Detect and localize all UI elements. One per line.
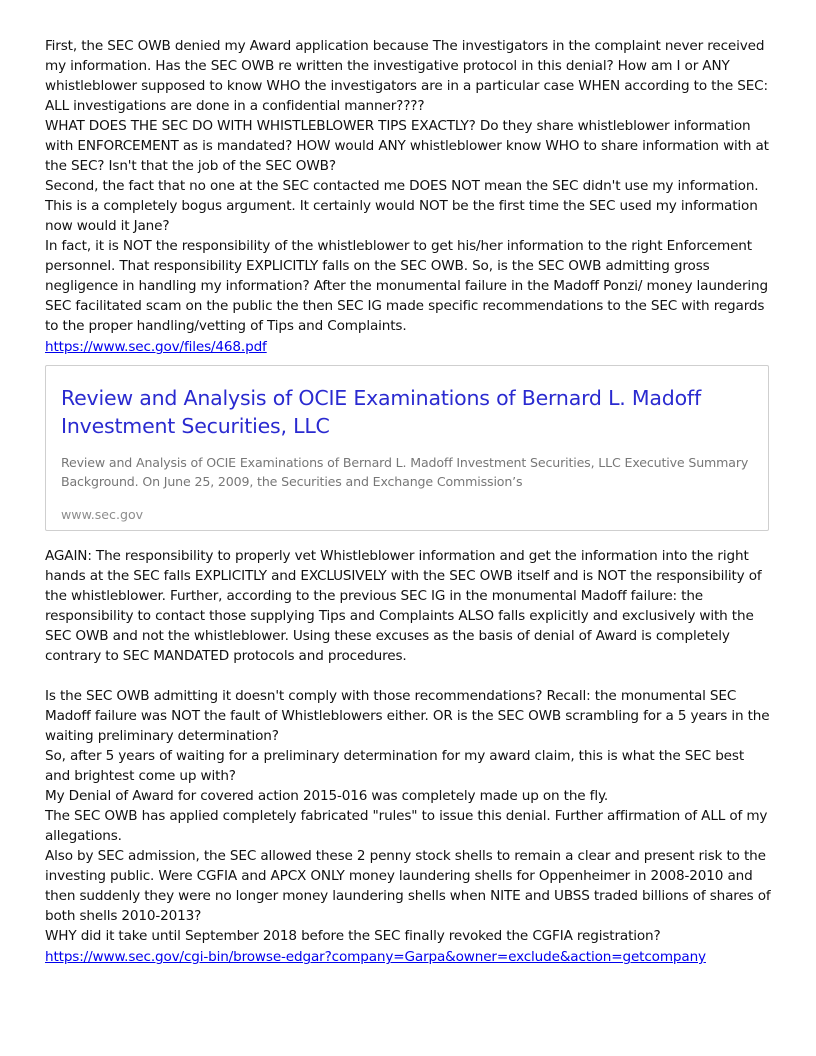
paragraph-denial-reason: First, the SEC OWB denied my Award application because The investigators in the complaint never received my information. Has the SEC OWB re written the investigative protocol in this denial? How am I or ANY whistleblower supposed to know WHO the investigators are in a particular case WHEN according to the SEC: ALL investigations are done in a confidential manner???? [45,38,768,114]
paragraph-whistleblower-tips: WHAT DOES THE SEC DO WITH WHISTLEBLOWER TIPS EXACTLY? Do they share whistleblower information with ENFORCEMENT as is mandated? HOW would ANY whistleblower know WHO to share information with at the SEC? Isn't that the job of the SEC OWB? [45,118,769,174]
link-preview-description: Review and Analysis of OCIE Examinations of Bernard L. Madoff Investment Securities, LLC Executive Summary Background. On June 25, 2009, the Securities and Exchange Commission’s [61,455,749,489]
edgar-search-link[interactable]: https://www.sec.gov/cgi-bin/browse-edgar?company=Garpa&owner=exclude&action=getcompany [45,949,706,965]
paragraph-revocation: WHY did it take until September 2018 before the SEC finally revoked the CGFIA registration? [45,928,661,944]
paragraph-responsibility: In fact, it is NOT the responsibility of the whistleblower to get his/her information to the right Enforcement personnel. That responsibility EXPLICITLY falls on the SEC OWB. So, is the SEC OWB admitting gross negligence in handling my information? After the monumental failure in the Madoff Ponzi/ money laundering SEC facilitated scam on the public the then SEC IG made specific recommendations to the SEC with regards to the proper handling/vetting of Tips and Complaints. [45,238,768,334]
paragraph-penny-stock: Also by SEC admission, the SEC allowed these 2 penny stock shells to remain a clear and present risk to the investing public. Were CGFIA and APCX ONLY money laundering shells for Oppenheimer in 2008-2010 and then suddenly they were no longer money laundering shells when NITE and UBSS traded billions of shares of both shells 2010-2013? [45,848,771,924]
paragraph-second-argument: Second, the fact that no one at the SEC contacted me DOES NOT mean the SEC didn't use my information. This is a completely bogus argument. It certainly would NOT be the first time the SEC used my information now would it Jane? [45,178,759,234]
document-body [45,36,771,967]
paragraph-spacer [45,666,771,686]
paragraph-again: AGAIN: The responsibility to properly vet Whistleblower information and get the information into the right hands at the SEC falls EXPLICITLY and EXCLUSIVELY with the SEC OWB itself and is NOT the responsibility of the whistleblower. Further, according to the previous SEC IG in the monumental Madoff failure: the responsibility to contact those supplying Tips and Complaints ALSO falls explicitly and exclusively with the SEC OWB and not the whistleblower. Using these excuses as the basis of denial of Award is completely contrary to SEC MANDATED protocols and procedures. [45,548,762,664]
link-preview-title[interactable]: Review and Analysis of OCIE Examinations of Bernard L. Madoff Investment Securities, LLC [61,386,701,438]
link-preview-card[interactable] [45,365,769,531]
paragraph-five-years: So, after 5 years of waiting for a preliminary determination for my award claim, this is what the SEC best and brightest come up with? [45,748,744,784]
paragraph-covered-action: My Denial of Award for covered action 2015-016 was completely made up on the fly. [45,788,609,804]
sec-report-link[interactable]: https://www.sec.gov/files/468.pdf [45,339,267,355]
paragraph-fabricated-rules: The SEC OWB has applied completely fabricated "rules" to issue this denial. Further affirmation of ALL of my allegations. [45,808,768,844]
link-preview-domain: www.sec.gov [61,507,144,522]
paragraph-recommendations: Is the SEC OWB admitting it doesn't comply with those recommendations? Recall: the monumental SEC Madoff failure was NOT the fault of Whistleblowers either. OR is the SEC OWB scrambling for a 5 years in the waiting preliminary determination? [45,688,770,744]
